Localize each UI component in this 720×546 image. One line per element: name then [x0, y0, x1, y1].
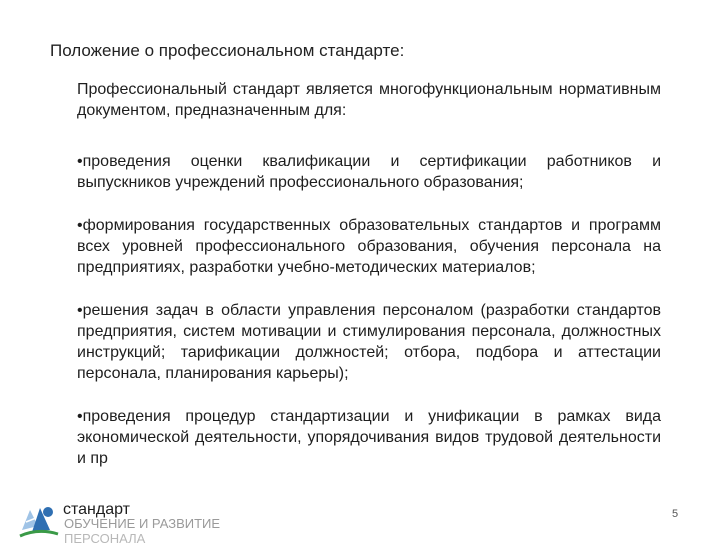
slide-body: [77, 79, 661, 469]
bullet-item: •формирования государственных образовательных стандартов и программ всех уровней профессионального образования, обучения персонала на предприятиях, разработки учебно-методических материалов;: [77, 217, 661, 276]
intro-paragraph: Профессиональный стандарт является многофункциональным нормативным документом, предназначенным для:: [77, 81, 661, 119]
overlapping-text-fragment: стандарт: [63, 501, 130, 518]
bullet-item: •проведения оценки квалификации и сертификации работников и выпускников учреждений профессионального образования;: [77, 153, 661, 191]
bullet-item: •решения задач в области управления персоналом (разработки стандартов предприятия, систем мотивации и стимулирования персонала, должностных инструкций; тарификации должностей; отбора, подбора и аттестации персонала, планирования карьеры);: [77, 302, 661, 382]
slide-title: Положение о профессиональном стандарте:: [50, 41, 405, 60]
page-number: 5: [672, 508, 679, 520]
brand-name-line1: ОБУЧЕНИЕ И РАЗВИТИЕ: [64, 516, 221, 531]
company-logo-icon: [18, 500, 60, 540]
brand-name-line2: ПЕРСОНАЛА: [64, 531, 146, 546]
bullet-item: •проведения процедур стандартизации и унификации в рамках вида экономической деятельности, упорядочивания видов трудовой деятельности и пр: [77, 408, 661, 467]
